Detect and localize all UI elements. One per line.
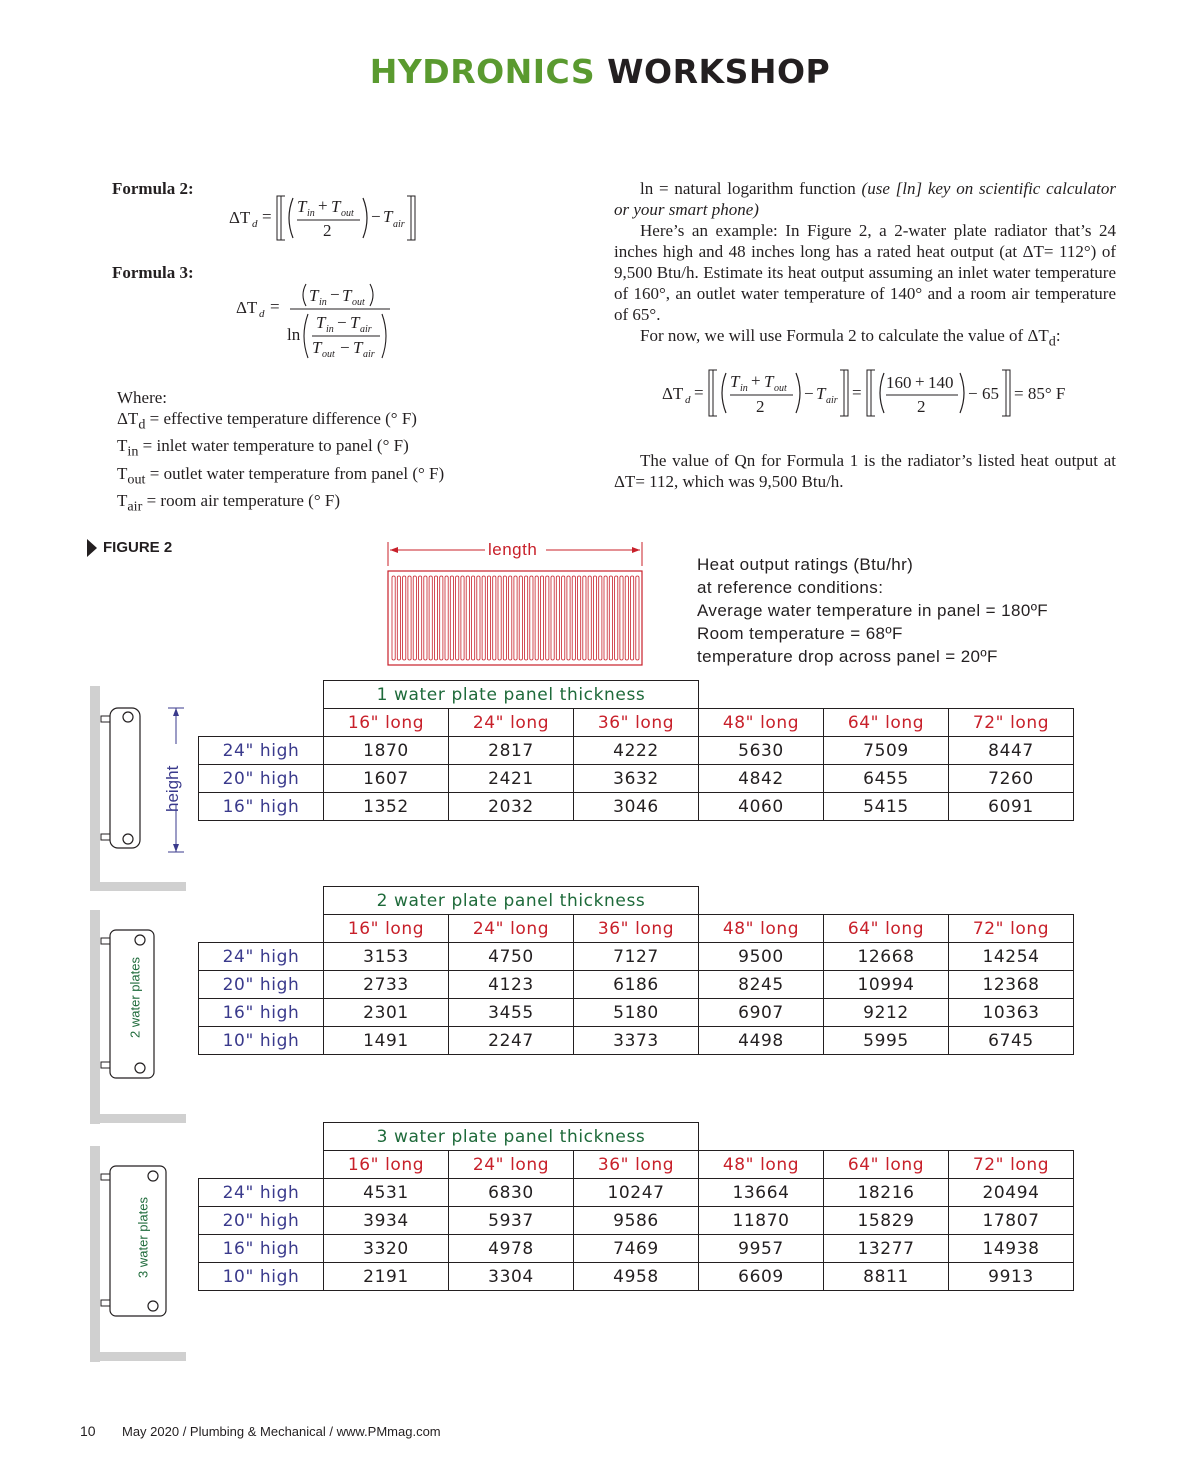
table-cell: 7127 [574,943,699,971]
table-header-row [199,1151,1074,1179]
radiator-fin [434,576,437,660]
radiator-fin [562,576,565,660]
table-cell: 1870 [324,737,449,765]
f2-two: 2 [323,221,332,240]
table-1-plate [198,680,1074,821]
formula3-equation [232,280,402,364]
table-cell: 2421 [449,765,574,793]
ex-eq1: = [694,383,704,402]
table-cell: 6609 [699,1263,824,1291]
column-header: 64" long [824,915,949,943]
row-header: 20" high [199,765,324,793]
column-header: 72" long [949,1151,1074,1179]
table-cell: 12368 [949,971,1074,999]
radiator-fin [593,576,596,660]
table-cell: 7260 [949,765,1074,793]
f2-tin: T [297,197,307,216]
formula2-equation [225,192,425,244]
f3-air2: air [363,349,375,360]
ex-minus1: − [804,384,814,403]
table-row [199,999,1074,1027]
length-label: length [488,540,538,559]
column-header: 72" long [949,915,1074,943]
definition-item: $T_{air}$ = room air temperature (° F) [117,491,340,515]
right-column-top [614,178,1116,352]
table-row [199,1207,1074,1235]
ex-d-sub: d [685,394,691,406]
definitions-list [117,408,557,518]
radiator-fin [419,576,422,660]
radiator-fin [466,576,469,660]
table-cell: 2191 [324,1263,449,1291]
paragraph-qn: The value of Qn for Formula 1 is the radiator’s listed heat output at ΔT= 112, which was 9,500 Btu/h. [614,451,1116,491]
f2-tair: T [383,207,393,226]
f3-tin2: T [316,313,326,332]
radiator-fin [572,576,575,660]
row-header: 24" high [199,1179,324,1207]
height-label: height [163,765,182,812]
definition-item: $T_{in}$ = inlet water temperature to panel (° F) [117,436,409,460]
row-header: 24" high [199,737,324,765]
f3-d-sub: d [259,308,265,320]
table-cell: 9586 [574,1207,699,1235]
ratings-line: temperature drop across panel = 20ºF [697,647,998,666]
table-cell: 1607 [324,765,449,793]
table-cell: 6907 [699,999,824,1027]
figure-label: FIGURE 2 [103,539,173,556]
f2-out: out [341,208,354,219]
table-cell: 9500 [699,943,824,971]
table-cell: 17807 [949,1207,1074,1235]
radiator-fin [424,576,427,660]
table-header-row [199,709,1074,737]
radiator-fin [599,576,602,660]
radiator-fin [546,576,549,660]
table-cell: 4123 [449,971,574,999]
f3-tout: T [342,286,352,305]
table-row [199,943,1074,971]
f3-eq: = [270,297,280,316]
f3-ln: ln [287,325,301,344]
ex-tout: T [764,372,774,391]
radiator-fin [551,576,554,660]
ex-delta-t: ΔT [662,384,684,403]
ex-out: out [774,383,787,394]
table-cell: 3153 [324,943,449,971]
column-header: 24" long [449,915,574,943]
column-header: 72" long [949,709,1074,737]
column-header: 16" long [324,1151,449,1179]
column-header: 64" long [824,709,949,737]
column-header: 16" long [324,709,449,737]
paragraph-example: Here’s an example: In Figure 2, a 2-water plate radiator that’s 24 inches high and 48 inches long has a rated heat output (at ΔT= 112°) of 9,500 Btu/h. Estimate its heat output assuming an inlet water temperature of 160°, an outlet water temperature of 140° and a room air temperature of 65°. [614,221,1116,324]
footer-text: May 2020 / Plumbing & Mechanical / www.PMmag.com [122,1424,441,1439]
radiator-fin [583,576,586,660]
radiator-fin [450,576,453,660]
column-header: 64" long [824,1151,949,1179]
page-title [0,52,1200,91]
table-cell: 5630 [699,737,824,765]
table-cell: 3455 [449,999,574,1027]
radiator-fin [609,576,612,660]
f2-plus: + [318,196,328,215]
ratings-note [697,553,1048,668]
table-row [199,765,1074,793]
page-number: 10 [80,1423,96,1439]
radiator-fin [461,576,464,660]
f2-minus: − [371,207,381,226]
table-cell: 3373 [574,1027,699,1055]
ex-two1: 2 [756,397,765,416]
table-cell: 8811 [824,1263,949,1291]
table-row [199,1027,1074,1055]
example-equation [660,366,1080,420]
table-title: 3 water plate panel thickness [324,1123,699,1151]
ratings-line: Room temperature = 68ºF [697,624,903,643]
radiator-fin [540,576,543,660]
table-row [199,737,1074,765]
table-cell: 2032 [449,793,574,821]
radiator-fin [530,576,533,660]
radiator-fin [397,576,400,660]
triangle-marker-icon [86,538,98,558]
radiator-fin [535,576,538,660]
row-header: 16" high [199,999,324,1027]
table-cell: 10363 [949,999,1074,1027]
column-header: 16" long [324,915,449,943]
column-header: 36" long [574,1151,699,1179]
ex-160: 160 [886,373,912,392]
right-column-bottom [614,450,1116,492]
table-cell: 3320 [324,1235,449,1263]
table-cell: 5995 [824,1027,949,1055]
table-cell: 5937 [449,1207,574,1235]
row-header: 24" high [199,943,324,971]
radiator-fin [445,576,448,660]
radiator-fin [493,576,496,660]
ex-air: air [826,395,838,406]
f3-out2: out [322,349,335,360]
table-title: 2 water plate panel thickness [324,887,699,915]
f2-delta-t: ΔT [229,208,251,227]
f3-tin: T [309,286,319,305]
table-cell: 7469 [574,1235,699,1263]
radiator-fin [588,576,591,660]
ex-plus1: + [751,371,761,390]
table-cell: 2247 [449,1027,574,1055]
column-header: 24" long [449,709,574,737]
radiator-fin [514,576,517,660]
ex-in: in [740,383,748,394]
ex-tair: T [816,384,826,403]
radiator-fin [440,576,443,660]
column-header: 24" long [449,1151,574,1179]
radiator-fin [636,576,639,660]
table-title: 1 water plate panel thickness [324,681,699,709]
table-row [199,1263,1074,1291]
table-cell: 14938 [949,1235,1074,1263]
f2-tout: T [331,197,341,216]
radiator-fin [503,576,506,660]
radiator-fin [487,576,490,660]
column-header: 48" long [699,1151,824,1179]
table-3-plates [198,1122,1074,1291]
table-cell: 8245 [699,971,824,999]
table-cell: 2733 [324,971,449,999]
row-header: 10" high [199,1027,324,1055]
table-cell: 4958 [574,1263,699,1291]
table-cell: 4978 [449,1235,574,1263]
table-cell: 18216 [824,1179,949,1207]
table-cell: 6830 [449,1179,574,1207]
table-row [199,1235,1074,1263]
radiator-fin [477,576,480,660]
definition-item: $\Delta T_d$ = effective temperature difference (° F) [117,409,417,433]
table-cell: 13277 [824,1235,949,1263]
table-cell: 9212 [824,999,949,1027]
table-header-row [199,915,1074,943]
table-cell: 9913 [949,1263,1074,1291]
ratings-line: at reference conditions: [697,578,884,597]
f2-in: in [307,208,315,219]
column-header: 48" long [699,709,824,737]
f3-minus3: − [340,338,350,357]
table-cell: 4531 [324,1179,449,1207]
table-cell: 4060 [699,793,824,821]
table-cell: 10247 [574,1179,699,1207]
row-header: 20" high [199,971,324,999]
table-cell: 5180 [574,999,699,1027]
table-cell: 14254 [949,943,1074,971]
f2-air: air [393,219,405,230]
radiator-fin [498,576,501,660]
radiator-fin [403,576,406,660]
table-cell: 6091 [949,793,1074,821]
radiator-fin [408,576,411,660]
radiator-fin [578,576,581,660]
f2-d-sub: d [252,218,258,230]
table-cell: 3632 [574,765,699,793]
f3-minus1: − [330,285,340,304]
table-cell: 7509 [824,737,949,765]
table-cell: 8447 [949,737,1074,765]
f3-tout2: T [312,338,322,357]
table-cell: 6455 [824,765,949,793]
paragraph-formula2-intro: For now, we will use Formula 2 to calculate the value of $\Delta T_d$: [640,326,1061,350]
table-row [199,793,1074,821]
column-header: 48" long [699,915,824,943]
radiator-fin [472,576,475,660]
table-cell: 2301 [324,999,449,1027]
ex-140: 140 [928,373,954,392]
ex-plus2: + [915,372,925,391]
ex-two2: 2 [917,397,926,416]
ex-65: 65 [982,384,999,403]
ex-eq2: = [852,383,862,402]
f3-out: out [352,297,365,308]
table-cell: 20494 [949,1179,1074,1207]
definition-item: $T_{out}$ = outlet water temperature from panel (° F) [117,463,445,488]
column-header: 36" long [574,915,699,943]
table-cell: 12668 [824,943,949,971]
table-cell: 1352 [324,793,449,821]
ex-result: = 85° F [1014,384,1066,403]
table-cell: 6745 [949,1027,1074,1055]
ex-minus2: − [968,384,978,403]
f3-minus2: − [337,313,347,332]
table-cell: 4498 [699,1027,824,1055]
ratings-line: Heat output ratings (Btu/hr) [697,555,914,574]
table-cell: 1491 [324,1027,449,1055]
formula2-label: Formula 2: [112,179,194,198]
table-cell: 5415 [824,793,949,821]
radiator-fin [525,576,528,660]
title-hydronics: HYDRONICS [369,52,596,91]
f3-delta-t: ΔT [236,298,258,317]
radiator-fin [413,576,416,660]
radiator-fin [509,576,512,660]
f3-air1: air [360,324,372,335]
table-cell: 6186 [574,971,699,999]
radiator-fin [604,576,607,660]
plates-label-2: 2 water plates [127,957,143,1038]
f3-in2: in [326,324,334,335]
table-cell: 15829 [824,1207,949,1235]
table-cell: 4750 [449,943,574,971]
f3-in: in [319,297,327,308]
paragraph-ln: ln = natural logarithm function (use [ln] key on scientific calculator or your smart phone) [614,179,1116,219]
table-cell: 3046 [574,793,699,821]
radiator-fin [625,576,628,660]
table-cell: 3304 [449,1263,574,1291]
ex-tin: T [730,372,740,391]
radiator-fin [482,576,485,660]
f3-tair1: T [350,313,360,332]
radiator-fin [615,576,618,660]
table-2-plates [198,886,1074,1055]
radiator-fin [429,576,432,660]
radiator-fin [567,576,570,660]
table-cell: 9957 [699,1235,824,1263]
f3-tair2: T [353,338,363,357]
title-workshop: WORKSHOP [607,52,831,91]
row-header: 20" high [199,1207,324,1235]
radiator-fin [620,576,623,660]
ratings-line: Average water temperature in panel = 180ºF [697,601,1049,620]
table-cell: 13664 [699,1179,824,1207]
radiator-fin [519,576,522,660]
table-cell: 11870 [699,1207,824,1235]
row-header: 16" high [199,1235,324,1263]
radiator-fin [556,576,559,660]
table-cell: 10994 [824,971,949,999]
where-label: Where: [117,388,168,407]
plates-label-3: 3 water plates [135,1197,151,1278]
row-header: 16" high [199,793,324,821]
row-header: 10" high [199,1263,324,1291]
table-cell: 4222 [574,737,699,765]
table-row [199,1179,1074,1207]
radiator-fin [456,576,459,660]
f2-eq: = [262,207,272,226]
column-header: 36" long [574,709,699,737]
table-cell: 4842 [699,765,824,793]
table-cell: 2817 [449,737,574,765]
formula3-label: Formula 3: [112,263,194,282]
radiator-fin [392,576,395,660]
table-row [199,971,1074,999]
radiator-fin [631,576,634,660]
table-cell: 3934 [324,1207,449,1235]
